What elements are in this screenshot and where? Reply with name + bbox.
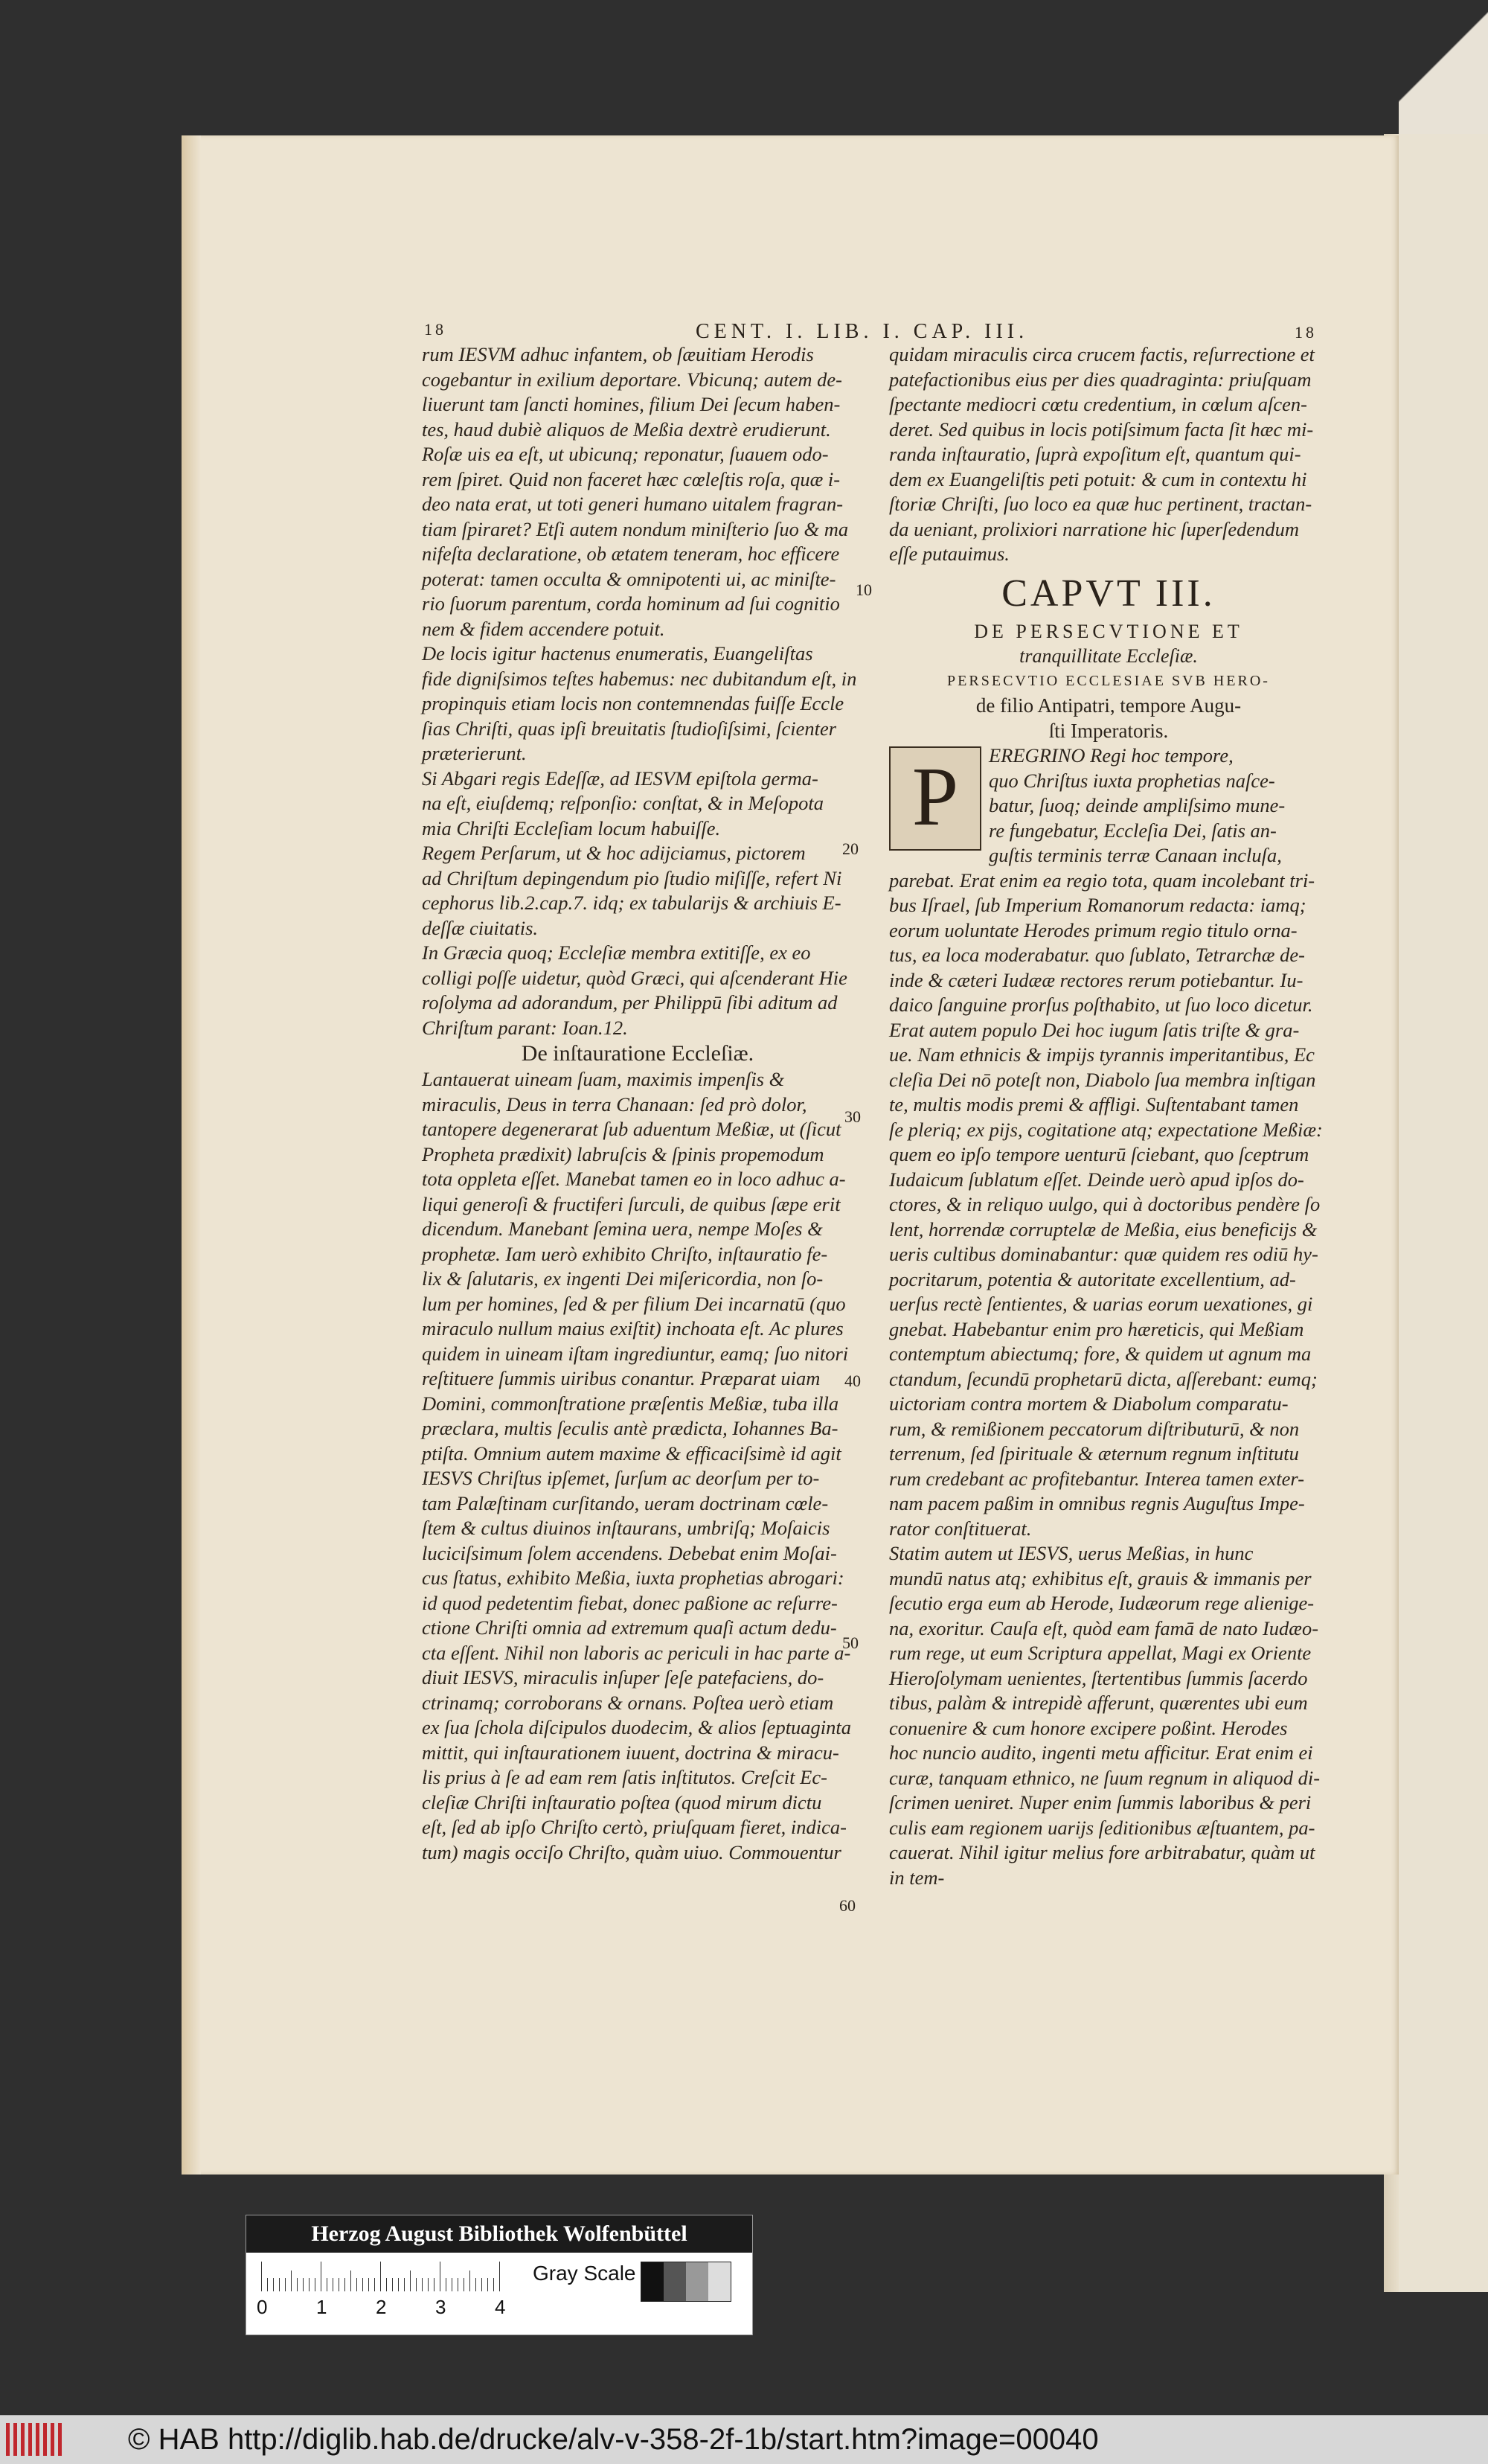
section-rubric-line3: ſti Imperatoris.	[1048, 719, 1169, 742]
text-line: De locis igitur hactenus enumeratis, Euangeliſtas	[422, 642, 813, 665]
section-rubric: PERSECVTIO ECCLESIAE SVB HERO-	[947, 672, 1270, 689]
gray-scale-swatch	[641, 2262, 731, 2302]
text-line: cauerat. Nihil igitur melius fore arbitrabatur, quàm ut	[889, 1841, 1315, 1863]
text-line: tes, haud dubiè aliquos de Meßia dextrè erudierunt.	[422, 417, 831, 441]
text-line: nem & fidem accendere potuit.	[422, 617, 665, 640]
text-line: ſtoriæ Chriſti, ſuo loco ea quæ huc pertinent, tractan-	[889, 493, 1312, 515]
ruler-tick	[261, 2262, 262, 2291]
initial-paragraph	[889, 743, 1328, 868]
page-number-right: 18	[1295, 323, 1317, 342]
ruler-tick	[481, 2278, 482, 2291]
text-line: cta eſſent. Nihil non laboris ac periculi in hac parte a-	[422, 1641, 851, 1664]
source-url[interactable]: © HAB http://diglib.hab.de/drucke/alv-v-358-2f-1b/start.htm?image=00040	[128, 2423, 1099, 2456]
text-line: eſt, ſed ab ipſo Chriſto certò, priuſquam fieret, indica-	[422, 1816, 847, 1838]
ruler-tick	[386, 2278, 387, 2291]
text-line: deſſæ ciuitatis.	[422, 916, 539, 939]
text-line: Erat autem populo Dei hoc iugum ſatis triſte & gra-	[889, 1018, 1300, 1041]
decorated-initial-P: P	[889, 746, 981, 851]
scale-number: 2	[376, 2296, 387, 2318]
ruler-tick	[493, 2278, 494, 2291]
margin-number: 60	[839, 1896, 856, 1915]
text-line: ctrinamq; corroborans & ornans. Poſtea uerò etiam	[422, 1691, 834, 1714]
text-line: pocritarum, potentia & autoritate excellentium, ad-	[889, 1267, 1296, 1290]
text-line: Roſæ uis ea eſt, ut ubicunq; reponatur, ſuauem odo-	[422, 443, 829, 465]
text-line: cleſiæ Chriſti inſtauratio poſtea (quod mirum dictu	[422, 1791, 822, 1814]
logo-stripe	[43, 2423, 47, 2456]
text-line: ſpectante mediocri cœtu credentium, in cœlum aſcen-	[889, 393, 1307, 415]
ruler-tick	[309, 2278, 310, 2291]
text-line: ueris cultibus dominabantur: quæ quidem res odiū hy-	[889, 1243, 1318, 1265]
scale-number: 4	[495, 2296, 506, 2318]
text-line: mia Chriſti Eccleſiam locum habuiſſe.	[422, 816, 721, 839]
text-line: miraculo nullum maius exiſtit) inchoata eſt. Ac plures	[422, 1317, 844, 1340]
ruler-tick	[422, 2278, 423, 2291]
text-line: poterat: tamen occulta & omnipotenti ui, ac miniſte-	[422, 567, 836, 590]
ruler-tick	[303, 2278, 304, 2291]
page-number-left: 18	[424, 320, 446, 339]
text-line: dem ex Euangeliſtis peti potuit: & cum in contextu hi	[889, 467, 1307, 490]
ruler-tick	[344, 2278, 345, 2291]
text-line: quem eo ipſo tempore uenturū ſciebant, quo ſceptrum	[889, 1143, 1309, 1165]
text-line: eſſe putauimus.	[889, 543, 1010, 565]
text-line: quidam miraculis circa crucem factis, reſurrectione et	[889, 343, 1315, 365]
margin-number: 20	[842, 839, 859, 858]
ruler-tick	[416, 2278, 417, 2291]
text-line: culis eam regionem uarijs ſeditionibus æſtuantem, pa-	[889, 1816, 1315, 1839]
ruler-tick	[350, 2271, 351, 2291]
text-line: uictoriam contra mortem & Diabolum comparatu-	[889, 1392, 1289, 1415]
ruler-tick	[475, 2278, 476, 2291]
chapter-subtitle-line2: tranquillitate Eccleſiæ.	[1019, 645, 1198, 667]
ruler-tick	[285, 2278, 286, 2291]
page-edge	[182, 135, 201, 2175]
text-line: rem ſpiret. Quid non faceret hæc cœleſtis roſa, quæ i-	[422, 467, 841, 490]
text-line: eorum uoluntate Herodes primum regio titulo orna-	[889, 918, 1298, 941]
text-line: ctandum, ſecundū prophetarū dicta, aſſerebant: eumq;	[889, 1367, 1318, 1390]
viewer-status-bar	[0, 2415, 1488, 2464]
text-line: lum per homines, ſed & per filium Dei incarnatū (quo	[422, 1292, 846, 1315]
text-line: reſtituere ſummis uiribus conantur. Præparat uiam	[422, 1367, 821, 1389]
text-line: tibus, palàm & intrepidè afferunt, quærentes ubi eum	[889, 1692, 1308, 1714]
logo-stripe	[6, 2423, 10, 2456]
text-line: ſecutio erga eum ab Herode, Iudæorum rege alienige-	[889, 1592, 1315, 1614]
text-line: randa inſtauratio, ſuprà expoſitum eſt, quantum qui-	[889, 443, 1301, 465]
text-line: cephorus lib.2.cap.7. idq; ex tabularijs & archiuis E-	[422, 892, 841, 914]
page-corner	[1399, 0, 1488, 134]
gray-scale-label: Gray Scale	[533, 2262, 636, 2285]
ruler-tick	[487, 2278, 488, 2291]
text-line: prophetæ. Iam uerò exhibito Chriſto, inſtauratio fe-	[422, 1242, 828, 1265]
text-line: In Græcia quoq; Eccleſiæ membra extitiſſe, ex eo	[422, 941, 811, 964]
text-line: Si Abgari regis Edeſſæ, ad IESVM epiſtola germa-	[422, 767, 818, 790]
text-line: uerſus rectè ſentientes, & uarias eorum uexationes, gi	[889, 1293, 1313, 1315]
text-line: na eſt, eiuſdemq; reſponſio: conſtat, & in Meſopota	[422, 792, 824, 814]
text-line: ptiſta. Omnium autem maxime & efficaciſsimè id agit	[422, 1441, 841, 1465]
text-line: ſias Chriſti, quas ipſi breuitatis ſtudioſiſsimi, ſcienter	[422, 717, 837, 740]
text-line: præclara, multis ſeculis antè prædicta, Iohannes Ba-	[422, 1417, 838, 1439]
section-heading: De inſtauratione Eccleſiæ.	[521, 1041, 754, 1066]
text-line: rio ſuorum parentum, corda hominum ad ſui cognitio	[422, 592, 840, 615]
chapter-title: CAPVT III.	[1001, 572, 1216, 615]
text-line: Lantauerat uineam ſuam, maximis impenſis &	[422, 1068, 785, 1090]
logo-stripe	[28, 2423, 32, 2456]
scale-ruler	[261, 2262, 507, 2291]
text-line: Statim autem ut IESVS, uerus Meßias, in hunc	[889, 1542, 1254, 1564]
ruler-tick	[279, 2278, 280, 2291]
right-column	[889, 342, 1328, 1890]
text-line: tantopere degenerarat ſub aduentum Meßiæ, ut (ſicut	[422, 1118, 841, 1140]
text-line: mundū natus atq; exhibitus eſt, grauis & immanis per	[889, 1567, 1312, 1590]
text-line: Iudaicum ſublatum eſſet. Deinde uerò apud ipſos do-	[889, 1168, 1304, 1191]
logo-stripe	[13, 2423, 17, 2456]
ruler-tick	[392, 2278, 393, 2291]
text-line: Regem Perſarum, ut & hoc adijciamus, pictorem	[422, 842, 806, 864]
text-line: liuerunt tam ſancti homines, filium Dei ſecum haben-	[422, 393, 841, 415]
text-line: nifeſta declaratione, ob ætatem teneram, hoc efficere	[422, 543, 840, 565]
ruler-tick	[356, 2278, 357, 2291]
text-line: miraculis, Deus in terra Chanaan: ſed prò dolor,	[422, 1092, 807, 1116]
text-line: contemptum abiectumq; fore, & quidem ut agnum ma	[889, 1343, 1312, 1365]
ruler-tick	[428, 2278, 429, 2291]
library-name: Herzog August Bibliothek Wolfenbüttel	[246, 2215, 752, 2253]
text-line: patefactionibus eius per dies quadraginta: priuſquam	[889, 368, 1312, 391]
text-line: tiam ſpiraret? Etſi autem nondum miniſterio ſuo & ma	[422, 517, 849, 540]
text-line: lix & ſalutaris, ex ingenti Dei miſericordia, non ſo-	[422, 1267, 824, 1290]
ruler-tick	[380, 2262, 381, 2291]
margin-number: 30	[844, 1107, 861, 1126]
text-line: daico ſanguine prorſus poſthabito, ut ſuo loco dicetur.	[889, 993, 1313, 1016]
text-line: tum) magis occiſo Chriſto, quàm uiuo. Commouentur	[422, 1840, 841, 1863]
ruler-tick	[368, 2278, 369, 2291]
text-line: roſolyma ad adorandum, per Philippū ſibi aditum ad	[422, 991, 838, 1014]
logo-stripe	[21, 2423, 25, 2456]
text-line: EREGRINO Regi hoc tempore,	[989, 744, 1234, 767]
ruler-tick	[398, 2278, 399, 2291]
section-rubric-line2: de filio Antipatri, tempore Augu-	[975, 694, 1242, 717]
text-line: quidem in uineam iſtam ingrediuntur, eamq; ſuo nitori	[422, 1342, 849, 1365]
text-line: batur, ſuoq; deinde ampliſsimo mune-	[989, 794, 1286, 816]
text-line: lent, horrendæ corruptelæ de Meßia, eius beneficijs &	[889, 1217, 1318, 1241]
ruler-tick	[374, 2278, 375, 2291]
text-line: ad Chriſtum depingendum pio ſtudio miſiſſe, refert Ni	[422, 866, 842, 889]
text-line: tota oppleta eſſet. Manebat tamen eo in loco adhuc a-	[422, 1168, 846, 1190]
text-line: tam Palæſtinam curſitando, ueram doctrinam cœle-	[422, 1491, 829, 1514]
text-line: deo nata erat, ut toti generi humano uitalem fragran-	[422, 493, 844, 515]
text-line: Hieroſolymam uenientes, ſtertentibus ſummis ſacerdo	[889, 1666, 1308, 1689]
ruler-tick	[469, 2271, 470, 2291]
text-line: rum credebant ac profitebantur. Interea tamen exter-	[889, 1467, 1305, 1490]
ruler-tick	[499, 2262, 500, 2291]
text-line: ue. Nam ethnicis & impijs tyrannis imperitantibus, Ec	[889, 1043, 1315, 1066]
text-line: quo Chriſtus iuxta prophetias naſce-	[989, 769, 1275, 792]
ruler-tick	[291, 2271, 292, 2291]
margin-number: 50	[842, 1633, 859, 1652]
text-line: conuenire & cum honore excipere poßint. Herodes	[889, 1716, 1288, 1739]
text-line: ctores, & in reliquo uulgo, qui à doctoribus pendère ſo	[889, 1193, 1321, 1215]
margin-number: 10	[856, 580, 872, 599]
text-line: Propheta prædixit) labruſcis & ſpinis propemodum	[422, 1142, 824, 1165]
text-line: hoc nuncio audito, ingenti metu afficitur. Erat enim ei	[889, 1741, 1313, 1764]
text-line: liqui generoſi & fructiferi ſurculi, de quibus ſæpe erit	[422, 1192, 841, 1215]
text-line: in tem-	[889, 1866, 945, 1889]
logo-stripe	[36, 2423, 39, 2456]
text-line: cogebantur in exilium deportare. Vbicunq; autem de-	[422, 368, 842, 391]
text-line: nam pacem paßim in omnibus regnis Auguſtus Impe-	[889, 1492, 1305, 1514]
text-line: propinquis etiam locis non contemnendas fuiſſe Eccle	[422, 692, 844, 714]
text-line: rum IESVM adhuc infantem, ob ſæuitiam Herodis	[422, 343, 814, 365]
logo-stripe	[58, 2423, 62, 2456]
text-line: ex ſua ſchola diſcipulos duodecim, & alios ſeptuaginta	[422, 1716, 852, 1738]
hab-logo-icon	[6, 2423, 64, 2456]
text-line: rum rege, ut eum Scriptura appellat, Magi ex Oriente	[889, 1642, 1312, 1664]
logo-stripe	[51, 2423, 54, 2456]
text-line: fide digniſsimos teſtes habemus: nec dubitandum eſt, in	[422, 667, 857, 690]
text-line: ſtem & cultus diuinos inſtaurans, umbriſq; Moſaicis	[422, 1517, 830, 1539]
text-line: Chriſtum parant: Ioan.12.	[422, 1016, 628, 1039]
text-line: parebat. Erat enim ea regio tota, quam incolebant tri-	[889, 868, 1315, 892]
facing-page-edge	[1399, 134, 1488, 2292]
text-line: rum, & remißionem peccatorum diſtributurū, & non	[889, 1417, 1300, 1440]
text-line: ſe pleriq; ex pijs, cogitatione atq; expectatione Meßiæ:	[889, 1118, 1323, 1141]
text-line: IESVS Chriſtus ipſemet, ſurſum ac deorſum per to-	[422, 1467, 820, 1489]
text-line: diuit IESVS, miraculis inſuper ſeſe patefaciens, do-	[422, 1666, 824, 1689]
ruler-tick	[410, 2271, 411, 2291]
scale-number: 1	[316, 2296, 327, 2318]
text-line: colligi poſſe uidetur, quòd Græci, qui aſcenderant Hie	[422, 966, 847, 989]
scale-number: 3	[435, 2296, 446, 2318]
text-line: deret. Sed quibus in locis potiſsimum facta ſit hæc mi-	[889, 417, 1314, 441]
text-line: na, exoritur. Cauſa eſt, quòd eam famā de nato Iudæo-	[889, 1616, 1319, 1639]
ruler-tick	[267, 2278, 268, 2291]
ruler-tick	[404, 2278, 405, 2291]
text-line: præterierunt.	[422, 742, 527, 764]
text-line: ctione Chriſti omnia ad extremum quaſi actum dedu-	[422, 1616, 837, 1639]
library-color-label	[246, 2215, 753, 2335]
ruler-tick	[273, 2278, 274, 2291]
text-line: cus ſtatus, exhibito Meßia, iuxta prophetias abrogari:	[422, 1567, 844, 1589]
text-line: guſtis terminis terræ Canaan incluſa,	[989, 844, 1282, 866]
text-line: re fungebatur, Eccleſia Dei, ſatis an-	[989, 819, 1277, 842]
text-line: Domini, commonſtratione præſentis Meßiæ, tuba illa	[422, 1392, 839, 1415]
text-line: tus, ea loca moderabatur. quo ſublato, Tetrarchæ de-	[889, 944, 1305, 966]
text-line: ſcrimen ueniret. Nuper enim ſummis laboribus & peri	[889, 1791, 1312, 1814]
running-title: CENT. I. LIB. I. CAP. III.	[696, 320, 1029, 343]
text-line: gnebat. Habebantur enim pro hæreticis, qui Meßiam	[889, 1317, 1304, 1340]
chapter-subtitle: DE PERSECVTIONE ET	[974, 620, 1243, 642]
text-line: inde & cæteri Iudææ rectores rerum potiebantur. Iu-	[889, 968, 1303, 991]
text-line: rator conſtituerat.	[889, 1517, 1032, 1540]
text-line: curæ, tanquam ethnico, ne ſuum regnum in aliquod di-	[889, 1766, 1321, 1789]
text-line: dicendum. Manebant ſemina uera, nempe Moſes &	[422, 1217, 823, 1240]
text-line: bus Iſrael, ſub Imperium Romanorum redacta: iamq;	[889, 894, 1306, 916]
text-line: terrenum, ſed ſpirituale & æternum regnum inſtitutu	[889, 1442, 1299, 1465]
margin-number: 40	[844, 1372, 861, 1390]
text-line: lis prius à ſe ad eam rem ſatis inſtitutos. Creſcit Ec-	[422, 1766, 827, 1788]
text-line: te, multis modis premi & affligi. Suſtentabant tamen	[889, 1093, 1299, 1116]
scale-number: 0	[257, 2296, 268, 2318]
ruler-tick	[297, 2278, 298, 2291]
text-line: cleſia Dei nō poteſt non, Diabolo ſua membra inſtigan	[889, 1068, 1316, 1091]
text-line: mittit, qui inſtaurationem iuuent, doctrina & miracu-	[422, 1741, 839, 1764]
text-line: da ueniant, prolixiori narratione hic ſuperſedendum	[889, 517, 1300, 540]
text-line: luciciſsimum ſolem accendens. Debebat enim Moſai-	[422, 1541, 837, 1564]
text-line: id quod pedetentim fiebat, donec paßione ac reſurre-	[422, 1591, 838, 1614]
ruler-tick	[362, 2278, 363, 2291]
left-column	[422, 342, 857, 1865]
